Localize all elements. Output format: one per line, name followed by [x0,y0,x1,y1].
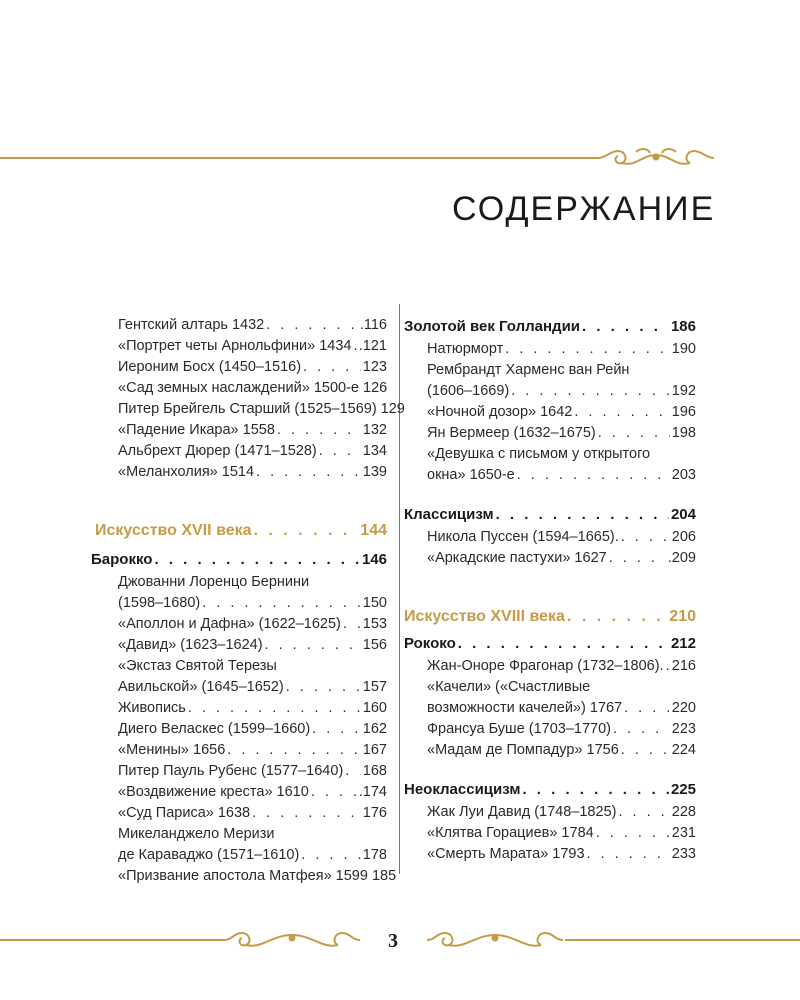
toc-entry-title: (1598–1680) [118,595,201,611]
toc-entry[interactable] [95,357,387,378]
dot-leader [202,593,361,614]
toc-entry[interactable] [95,656,387,698]
right-column [404,316,696,865]
dot-leader [574,402,669,423]
toc-entry-title: де Караваджо (1571–1610) [118,847,300,863]
toc-entry-page: 132 [362,422,387,438]
toc-entry[interactable] [95,315,387,336]
toc-entry[interactable] [95,614,387,635]
toc-entry-title: Диего Веласкес (1599–1660) [118,721,311,737]
toc-entry-page: 228 [671,804,696,820]
footer-ornament-right-icon [425,927,565,953]
dot-leader [587,844,670,865]
toc-entry[interactable] [95,420,387,441]
toc-entry-page: 216 [671,658,696,674]
toc-entry[interactable] [95,866,397,887]
dot-leader [613,719,670,740]
dot-leader [624,698,670,719]
toc-entry[interactable] [95,761,387,782]
top-rule [0,157,600,159]
toc-entry-title: «Аполлон и Дафна» (1622–1625) [118,616,341,632]
toc-entry-page: 139 [362,464,387,480]
toc-entry-page: 126 [363,380,388,396]
toc-entry-title: «Аркадские пастухи» 1627 [427,550,607,566]
toc-entry[interactable] [404,656,696,677]
toc-entry-page: 153 [362,616,387,632]
dot-leader [286,677,361,698]
section-heading[interactable]: Классицизм . . . 204 [404,504,696,525]
toc-entry-title: «Сад земных наслаждений» 1500-е [118,380,359,396]
toc-entry-page: 185 [371,868,397,884]
section-heading[interactable]: Золотой век Голландии . . . 186 [404,316,696,337]
toc-entry-page: .121 [358,338,387,354]
dot-leader [319,441,361,462]
toc-entry[interactable] [95,782,387,803]
toc-entry-page: 150 [362,595,387,611]
toc-entry-page: 223 [671,721,696,737]
toc-entry-title: Ян Вермеер (1632–1675) [427,425,596,441]
dot-leader [188,698,361,719]
toc-entry[interactable] [95,719,387,740]
toc-entry-title: «Давид» (1623–1624) [118,637,263,653]
toc-entry-page: 231 [671,825,696,841]
toc-entry-page: 233 [671,846,696,862]
toc-entry[interactable] [404,740,696,761]
toc-entry-page: 203 [671,467,696,483]
dot-leader [666,656,670,677]
toc-entry-page: 176 [362,805,387,821]
dot-leader [227,740,361,761]
dot-leader [598,423,670,444]
dot-leader [266,315,358,336]
part-heading[interactable]: Искусство XVIII века . . . 210 [404,606,696,627]
toc-entry[interactable] [95,572,387,614]
toc-entry-page: 206 [671,529,696,545]
toc-entry[interactable] [95,336,387,357]
toc-entry-page: 224 [671,742,696,758]
toc-entry-title: «Призвание апостола Матфея» 1599 [118,868,368,884]
dot-leader [618,802,669,823]
dot-leader [621,740,670,761]
toc-entry-title: «Мадам де Помпадур» 1756 [427,742,619,758]
footer-rule-right [565,939,800,941]
toc-entry[interactable] [404,444,696,486]
section-heading[interactable]: Рококо . . . 212 [404,633,696,654]
toc-entry-page: .116 [359,317,387,333]
toc-entry[interactable] [95,441,387,462]
toc-entry[interactable] [404,802,696,823]
scroll-ornament-icon [596,143,716,173]
page-number: 3 [388,930,398,952]
footer-ornament-left-icon [222,927,362,953]
toc-entry-title: «Воздвижение креста» 1610 [118,784,309,800]
toc-entry[interactable] [404,339,696,360]
toc-entry-title-line: «Качели» («Счастливые [427,679,591,695]
toc-entry-title: «Падение Икара» 1558 [118,422,275,438]
toc-entry-page: 168 [362,763,387,779]
section-heading[interactable]: Неоклассицизм . . . 225 [404,779,696,800]
toc-entry-title: «Клятва Горациев» 1784 [427,825,594,841]
toc-entry-page: 190 [671,341,696,357]
dot-leader [277,420,361,441]
toc-entry[interactable] [95,803,387,824]
toc-entry-title: Жан-Оноре Фрагонар (1732–1806). [427,658,664,674]
part-heading[interactable]: Искусство XVII века . . . 144 [95,520,387,541]
toc-entry[interactable] [95,824,387,866]
toc-entry-title: «Меланхолия» 1514 [118,464,255,480]
toc-entry[interactable] [404,719,696,740]
toc-entry-page: .209 [667,550,696,566]
toc-entry[interactable] [95,698,387,719]
toc-entry[interactable] [404,823,696,844]
dot-leader [303,357,361,378]
toc-entry-title: Натюрморт [427,341,504,357]
dot-leader [353,336,356,357]
toc-entry[interactable] [404,423,696,444]
dot-leader [609,548,666,569]
toc-entry-title: Альбрехт Дюрер (1471–1528) [118,443,317,459]
toc-entry-title-line: «Девушка с письмом у открытого [427,446,651,462]
dot-leader [596,823,670,844]
toc-entry-title: Авильской» (1645–1652) [118,679,284,695]
toc-entry-title-line: Микеланджело Меризи [118,826,275,842]
toc-entry-title: «Смерть Марата» 1793 [427,846,585,862]
toc-entry[interactable] [404,402,696,423]
toc-entry-page: .174 [358,784,387,800]
toc-entry-page: 129 [380,401,405,417]
toc-entry-title: Жак Луи Давид (1748–1825) [427,804,617,820]
dot-leader [343,614,361,635]
toc-entry-title: «Портрет четы Арнольфини» 1434 [118,338,352,354]
toc-entry-title: окна» 1650-е [427,467,515,483]
toc-entry[interactable] [95,399,405,420]
toc-entry-page: 160 [362,700,387,716]
toc-entry-page: 178 [362,847,387,863]
toc-entry-page: 220 [671,700,696,716]
toc-entry-title: «Менины» 1656 [118,742,226,758]
toc-entry-title: Питер Брейгель Старший (1525–1569) [118,401,377,417]
dot-leader [621,527,670,548]
dot-leader [345,761,361,782]
toc-entry-page: 198 [671,425,696,441]
toc-entry-title-line: «Экстаз Святой Терезы [118,658,277,674]
toc-entry-page: 192 [671,383,696,399]
footer-rule-left [0,939,225,941]
section-heading[interactable]: Барокко . . . 146 [91,549,387,570]
toc-entry-page: 134 [362,443,387,459]
page-title: СОДЕРЖАНИЕ [452,190,716,228]
dot-leader [511,381,670,402]
toc-entry-title-line: Рембрандт Харменс ван Рейн [427,362,630,378]
toc-entry-title: «Суд Париса» 1638 [118,805,251,821]
toc-entry-page: 157 [362,679,387,695]
toc-entry[interactable] [95,635,387,656]
toc-entry[interactable] [95,462,387,483]
toc-entry-page: 196 [671,404,696,420]
toc-entry-title: Живопись [118,700,186,716]
toc-entry-title: (1606–1669) [427,383,510,399]
dot-leader [301,845,361,866]
toc-entry-title: Гентский алтарь 1432 [118,317,265,333]
dot-leader [505,339,670,360]
dot-leader [517,465,670,486]
toc-entry[interactable] [95,740,387,761]
toc-entry-page: 162 [362,721,387,737]
dot-leader [311,782,357,803]
dot-leader [312,719,361,740]
toc-entry[interactable] [404,360,696,402]
toc-entry[interactable] [95,378,387,399]
toc-entry-page: 167 [362,742,387,758]
toc-entry-title: «Ночной дозор» 1642 [427,404,573,420]
left-column [91,315,405,887]
toc-entry-title: Франсуа Буше (1703–1770) [427,721,611,737]
dot-leader [256,462,361,483]
toc-entry-title: Питер Пауль Рубенс (1577–1640) [118,763,344,779]
toc-entry-title: Иероним Босх (1450–1516) [118,359,302,375]
toc-entry-title-line: Джованни Лоренцо Бернини [118,574,310,590]
toc-entry-title: возможности качелей») 1767 [427,700,623,716]
toc-entry[interactable] [404,548,696,569]
dot-leader [265,635,361,656]
toc-entry[interactable] [404,527,696,548]
toc-entry-title: Никола Пуссен (1594–1665). [427,529,619,545]
toc-entry-page: 156 [362,637,387,653]
toc-entry-page: 123 [362,359,387,375]
dot-leader [252,803,361,824]
column-divider [399,304,400,874]
toc-entry[interactable] [404,677,696,719]
toc-entry[interactable] [404,844,696,865]
